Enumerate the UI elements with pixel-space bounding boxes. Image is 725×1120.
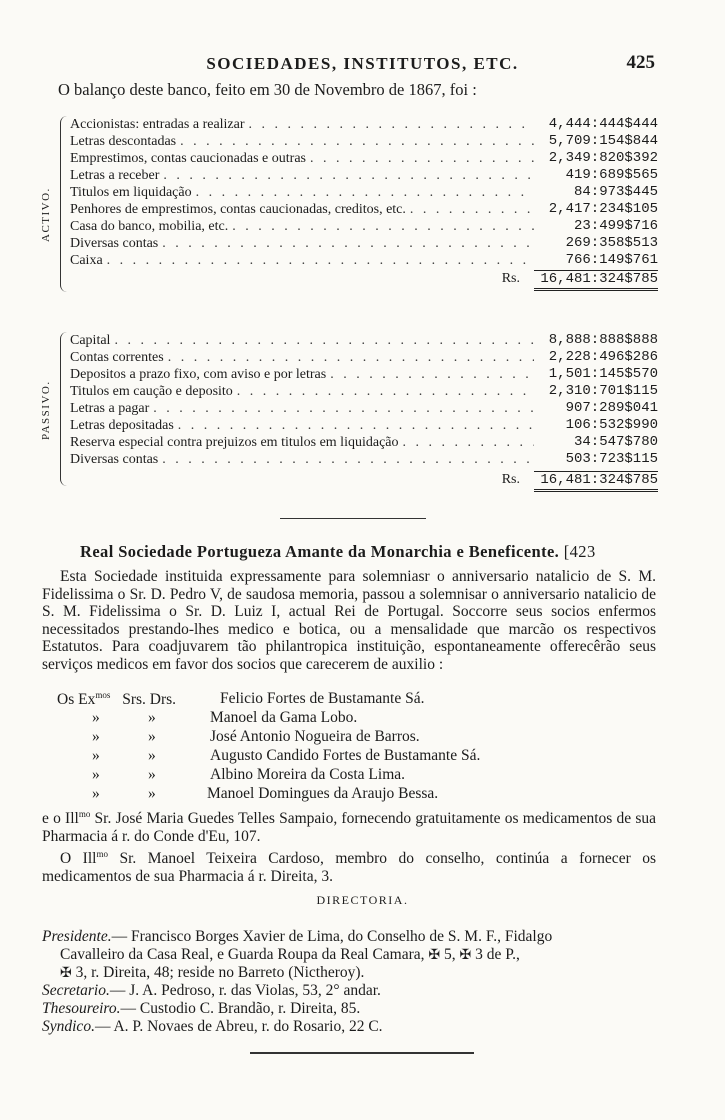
entry-text: — Custodio C. Brandão, r. Direita, 85. — [120, 1000, 361, 1017]
para-rest: Sr. Manoel Teixeira Cardoso, membro do conselho, continúa a fornecer os medicamentos de sua Pharmacia á r. Direita, 3. — [42, 850, 656, 885]
activo-section — [40, 112, 658, 302]
row-label: Diversas contas — [70, 452, 159, 467]
directoria-heading: DIRECTORIA. — [316, 893, 409, 907]
row-amount: 84:973$445 — [573, 184, 658, 200]
entry-text: — Francisco Borges Xavier de Lima, do Conselho de S. M. F., Fidalgo — [111, 928, 553, 945]
ditto-mark: » — [148, 747, 156, 764]
row-amount: 8,888:888$888 — [548, 332, 658, 348]
row-amount: 1,501:145$570 — [548, 366, 658, 382]
row-amount: 2,349:820$392 — [548, 150, 658, 166]
doctor-name: José Antonio Nogueira de Barros. — [210, 728, 420, 745]
ditto-mark: » — [92, 766, 100, 783]
entry-secretario — [42, 982, 658, 1000]
activo-label: ACTIVO. — [40, 187, 52, 242]
row-label: Casa do banco, mobilia, etc. — [70, 219, 229, 234]
row-amount: 419:689$565 — [565, 167, 658, 183]
row-amount: 503:723$115 — [565, 451, 658, 467]
role-label: Thesoureiro. — [42, 1000, 121, 1017]
pharmacy-paragraph-2 — [42, 846, 656, 885]
activo-row — [70, 235, 658, 252]
entry-syndico — [42, 1018, 658, 1036]
activo-row — [70, 184, 658, 201]
row-amount: 2,310:701$115 — [548, 383, 658, 399]
entry-text: 3 de P., — [475, 945, 520, 963]
passivo-label: PASSIVO. — [40, 380, 52, 440]
pharmacy-paragraph-1 — [42, 806, 656, 845]
entry-text: — J. A. Pedroso, r. das Violas, 53, 2° andar. — [109, 982, 381, 999]
activo-total — [502, 270, 658, 291]
para-start: e o Ill — [42, 810, 79, 828]
row-amount: 23:499$716 — [573, 218, 658, 234]
doctor-name: Albino Moreira da Costa Lima. — [210, 766, 405, 783]
entry-continuation — [42, 964, 658, 983]
doctors-prefix — [57, 690, 176, 709]
ditto-mark: » — [92, 728, 100, 745]
total-label: Rs. — [501, 472, 520, 487]
doctor-name: Manoel da Gama Lobo. — [210, 709, 358, 726]
passivo-row — [70, 434, 658, 451]
society-paragraph: Esta Sociedade instituida expressamente para solemniasr o anniversario natalicio de S. M. Fidelissima o Sr. D. Pedro V, de saudosa memoria, passou a solemnisar o anniversario natalicio de S. M. Fidelissima o Sr. D. Luiz I, actual Rei de Portugal. Soccorre seus socios enfermos necessitados prestando-lhes medico e botica, ou a mensalidade que marcão os respectivos Estatutos. Para coadjuvarem tão philantropica instituição, espontaneamente offerecêrão seus serviços medicos em favor dos socios que carecerem de auxilio : — [42, 568, 656, 673]
ditto-mark: » — [148, 709, 156, 726]
row-label: Capital — [70, 333, 111, 348]
total-amount: 16,481:324$785 — [534, 270, 658, 291]
row-amount: 907:289$041 — [565, 400, 658, 416]
row-label: Depositos a prazo fixo, com aviso e por letras — [70, 367, 327, 382]
row-label: Titulos em liquidação — [70, 185, 192, 200]
total-amount: 16,481:324$785 — [534, 471, 658, 492]
entry-continuation — [42, 946, 658, 965]
passivo-row — [70, 417, 658, 434]
entry-text: 3, r. Direita, 48; reside no Barreto (Nictheroy). — [75, 964, 365, 981]
row-amount: 2,228:496$286 — [548, 349, 658, 365]
doctors-title: Srs. Drs. — [122, 691, 177, 709]
passivo-brace — [60, 332, 67, 486]
row-amount: 34:547$780 — [573, 434, 658, 450]
row-label: Emprestimos, contas caucionadas e outras — [70, 151, 306, 166]
row-label: Letras a receber — [70, 168, 160, 183]
role-label: Presidente. — [42, 928, 112, 945]
row-label: Letras descontadas — [70, 134, 177, 149]
balance-intro: O balanço deste banco, feito em 30 de Novembro de 1867, foi : — [58, 80, 477, 99]
ditto-mark: » — [92, 785, 100, 802]
ditto-mark: » — [148, 785, 156, 802]
passivo-section — [40, 330, 658, 500]
passivo-row — [70, 366, 658, 383]
row-label: Titulos em caução e deposito — [70, 384, 233, 399]
passivo-row — [70, 332, 658, 349]
row-label: Contas correntes — [70, 350, 164, 365]
ditto-mark: » — [92, 709, 100, 726]
passivo-row — [70, 349, 658, 366]
row-label: Penhores de emprestimos, contas caucionadas, creditos, etc. — [70, 202, 406, 217]
doctor-name: Felicio Fortes de Bustamante Sá. — [220, 690, 425, 707]
activo-row — [70, 218, 658, 235]
entry-thesoureiro — [42, 1000, 658, 1018]
entry-presidente — [42, 928, 658, 983]
activo-row — [70, 252, 658, 269]
para-rest: Sr. José Maria Guedes Telles Sampaio, fornecendo gratuitamente os medicamentos de sua Pharmacia á r. do Conde d'Eu, 107. — [42, 810, 657, 845]
row-amount: 766:149$761 — [565, 252, 658, 268]
entry-text: — A. P. Novaes de Abreu, r. do Rosario, 22 C. — [94, 1018, 383, 1035]
activo-brace — [60, 116, 67, 292]
entry-text: 5, — [444, 945, 456, 963]
activo-row — [70, 150, 658, 167]
total-label: Rs. — [501, 271, 520, 286]
role-label: Secretario. — [42, 982, 110, 999]
activo-row — [70, 201, 658, 218]
society-ref: [423 — [563, 542, 596, 561]
passivo-total — [502, 471, 658, 492]
row-amount: 269:358$513 — [565, 235, 658, 251]
society-title — [80, 542, 596, 562]
prefix-sup: mos — [95, 690, 111, 700]
row-label: Letras a pagar — [70, 401, 150, 416]
para-sup: mo — [96, 849, 108, 859]
order-cross-icon: ✠ — [428, 947, 441, 963]
passivo-row — [70, 383, 658, 400]
passivo-row — [70, 451, 658, 468]
row-label: Caixa — [70, 253, 103, 268]
order-cross-icon: ✠ — [459, 947, 472, 963]
passivo-row — [70, 400, 658, 417]
row-label: Accionistas: entradas a realizar — [70, 117, 245, 132]
ditto-mark: » — [92, 747, 100, 764]
row-label: Letras depositadas — [70, 418, 174, 433]
row-label: Reserva especial contra prejuizos em titulos em liquidação — [70, 435, 399, 450]
row-label: Diversas contas — [70, 236, 159, 251]
ditto-mark: » — [148, 728, 156, 745]
order-cross-icon: ✠ — [60, 966, 72, 981]
para-sup: mo — [78, 809, 91, 819]
entry-text: Cavalleiro da Casa Real, e Guarda Roupa da Real Camara, — [60, 945, 425, 963]
row-amount: 4,444:444$444 — [548, 116, 658, 132]
doctor-name: Manoel Domingues da Araujo Bessa. — [207, 785, 439, 802]
row-amount: 106:532$990 — [565, 417, 658, 433]
doctor-name: Augusto Candido Fortes de Bustamante Sá. — [210, 747, 481, 764]
prefix-text: Os Ex — [57, 691, 96, 709]
society-name: Real Sociedade Portugueza Amante da Monarchia e Beneficente. — [80, 542, 560, 561]
ditto-mark: » — [148, 766, 156, 783]
row-amount: 5,709:154$844 — [548, 133, 658, 149]
section-divider — [280, 518, 426, 519]
row-amount: 2,417:234$105 — [548, 201, 658, 217]
end-divider — [250, 1052, 474, 1054]
running-head: SOCIEDADES, INSTITUTOS, ETC. — [206, 54, 519, 73]
activo-row — [70, 116, 658, 133]
para-start: O Ill — [60, 850, 97, 868]
activo-row — [70, 167, 658, 184]
role-label: Syndico. — [42, 1018, 95, 1035]
page-number: 425 — [626, 52, 655, 73]
activo-row — [70, 133, 658, 150]
